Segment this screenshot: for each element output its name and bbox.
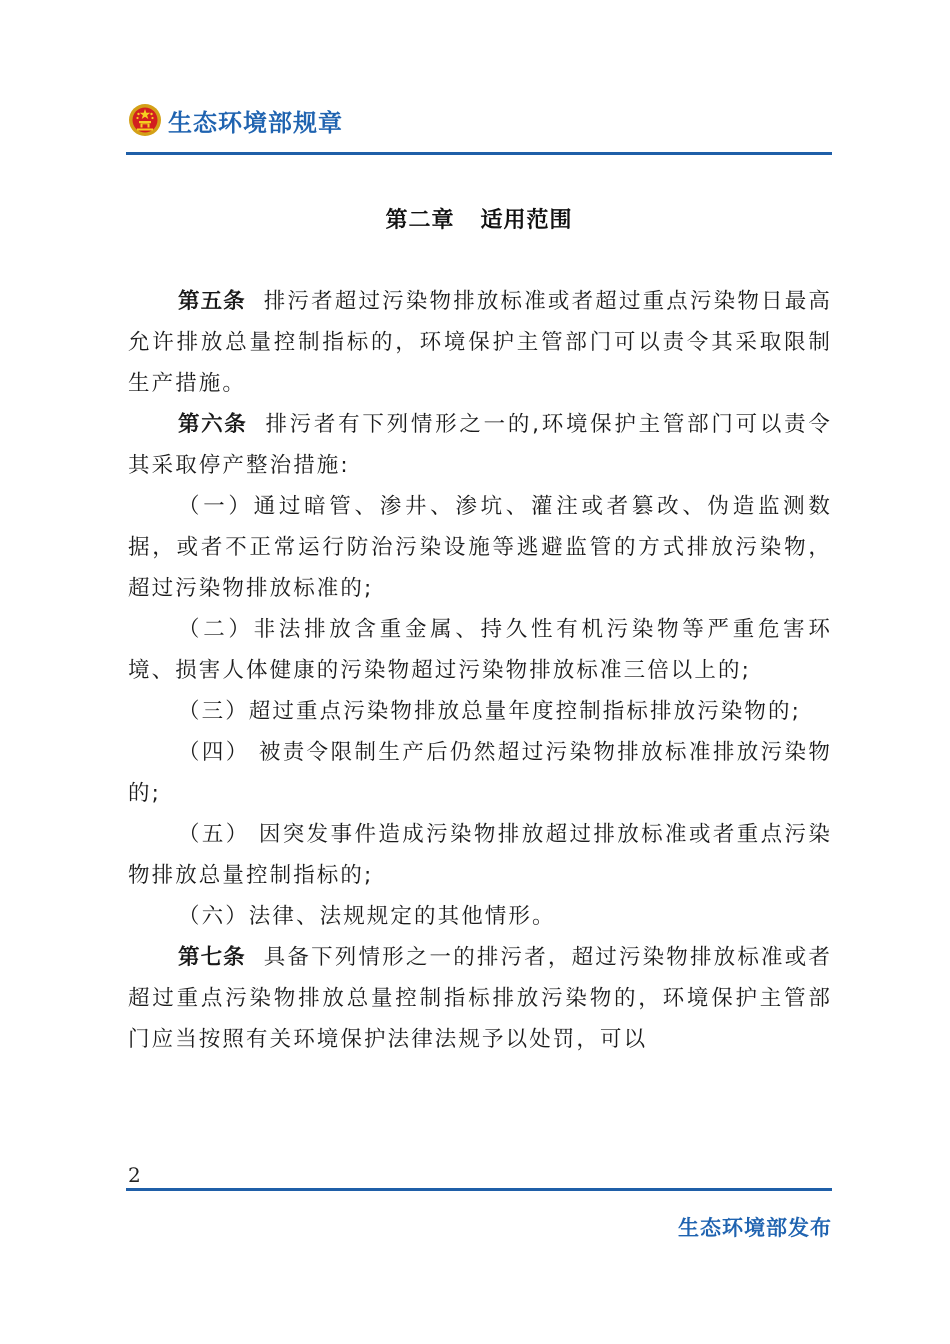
list-item: [128, 732, 832, 814]
article-text: 具备下列情形之一的排污者，超过污染物排放标准或者超过重点污染物排放总量控制指标排放污染物的，环境保护主管部门应当按照有关环境保护法律法规予以处罚，可以: [128, 945, 832, 1052]
article-paragraph: [128, 281, 832, 404]
list-item-text: （五） 因突发事件造成污染物排放超过排放标准或者重点污染物排放总量控制指标的;: [128, 822, 832, 888]
list-item: [128, 896, 832, 937]
header-divider: [126, 152, 832, 155]
list-item-text: （四） 被责令限制生产后仍然超过污染物排放标准排放污染物的;: [128, 740, 832, 806]
article-number: 第五条: [178, 289, 246, 314]
page-header: [128, 98, 343, 142]
list-item: [128, 486, 832, 609]
national-emblem-icon: [128, 103, 162, 137]
list-item-text: （六）法律、法规规定的其他情形。: [178, 904, 556, 929]
footer-divider: [126, 1188, 832, 1191]
article-paragraph: [128, 937, 832, 1060]
list-item-text: （三）超过重点污染物排放总量年度控制指标排放污染物的;: [178, 699, 801, 724]
document-body: [128, 281, 832, 1060]
chapter-number: 第二章: [385, 208, 455, 233]
article-text: 排污者有下列情形之一的,环境保护主管部门可以责令其采取停产整治措施:: [128, 412, 832, 478]
article-number: 第六条: [178, 412, 248, 437]
list-item-text: （一）通过暗管、渗井、渗坑、灌注或者篡改、伪造监测数据，或者不正常运行防治污染设施等逃避监管的方式排放污染物，超过污染物排放标准的;: [128, 494, 832, 601]
list-item-text: （二）非法排放含重金属、持久性有机污染物等严重危害环境、损害人体健康的污染物超过污染物排放标准三倍以上的;: [128, 617, 832, 683]
list-item: [128, 691, 832, 732]
article-number: 第七条: [178, 945, 246, 970]
list-item: [128, 814, 832, 896]
article-paragraph: [128, 404, 832, 486]
page-number: 2: [128, 1163, 141, 1187]
article-text: 排污者超过污染物排放标准或者超过重点污染物日最高允许排放总量控制指标的，环境保护主管部门可以责令其采取限制生产措施。: [128, 289, 832, 396]
footer-publisher: 生态环境部发布: [678, 1216, 832, 1240]
chapter-title: 适用范围: [480, 208, 573, 233]
list-item: [128, 609, 832, 691]
header-title: 生态环境部规章: [168, 108, 343, 137]
chapter-heading: [126, 203, 832, 234]
